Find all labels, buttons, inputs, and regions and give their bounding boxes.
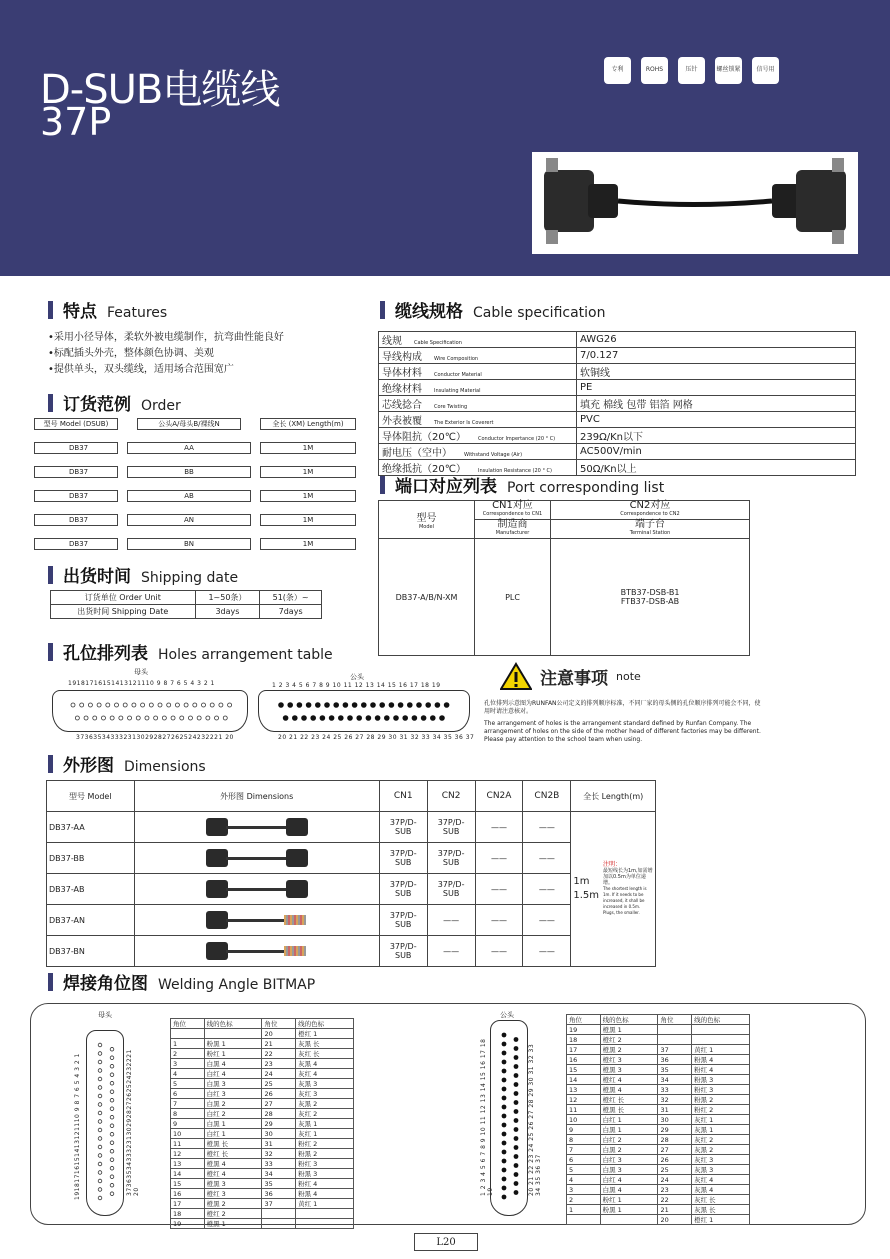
pin [98, 1111, 102, 1115]
pin [98, 1145, 102, 1149]
pin [416, 702, 422, 708]
pin [136, 716, 140, 720]
welding-row: 7 白黑 2 27 灰黑 2 [171, 1099, 354, 1109]
pin [98, 1154, 102, 1158]
pin [502, 1096, 507, 1101]
welding-row: 18 橙红 2 [567, 1035, 750, 1045]
pin [98, 1069, 102, 1073]
pin [514, 1055, 519, 1060]
pin [110, 1073, 114, 1077]
pin [514, 1136, 519, 1141]
pin [110, 1115, 114, 1119]
pin [228, 703, 232, 707]
pin [502, 1141, 507, 1146]
page-number: L20 [414, 1233, 478, 1251]
pin [180, 716, 184, 720]
features-list [48, 330, 284, 378]
pin [219, 703, 223, 707]
welding-row: 13 橙黑 4 33 粉红 3 [567, 1085, 750, 1095]
order-example [34, 418, 356, 562]
pin [84, 716, 88, 720]
pin [398, 702, 404, 708]
welding-row: 18 橙红 2 [171, 1209, 354, 1219]
dimensions-heading: 外形图 Dimensions [48, 751, 206, 776]
pin [106, 703, 110, 707]
port-model-value: DB37-A/B/N-XM [379, 539, 475, 656]
pin [333, 702, 339, 708]
shipping-heading: 出货时间 Shipping date [48, 562, 238, 587]
pin [502, 1105, 507, 1110]
pin [320, 715, 326, 721]
pin [306, 702, 312, 708]
pin [132, 703, 136, 707]
pin [101, 716, 105, 720]
welding-female-pins-icon [87, 1031, 125, 1217]
pin [98, 1043, 102, 1047]
cable-photo [532, 152, 858, 254]
welding-heading: 焊接角位图 Welding Angle BITMAP [48, 969, 315, 994]
welding-row: 5 白黑 3 25 灰黑 3 [171, 1079, 354, 1089]
welding-male-pins-icon [491, 1021, 529, 1217]
order-row: DB37 BN 1M [34, 538, 356, 550]
shipping-table: 订货单位 Order Unit 1~50条） 51(条）~ 出货时间 Shipping Date 3days 7days [50, 590, 322, 619]
pin [514, 1091, 519, 1096]
welding-row: 20 橙红 1 [171, 1029, 354, 1039]
features-heading: 特点 Features [48, 297, 167, 322]
pin [514, 1109, 519, 1114]
pin [110, 1064, 114, 1068]
welding-row: 17 橙黑 2 37 黄红 1 [567, 1045, 750, 1055]
pin [145, 716, 149, 720]
pin [356, 715, 362, 721]
pin [514, 1172, 519, 1177]
badge-row [604, 57, 779, 84]
welding-row: 3 白黑 4 23 灰黑 4 [171, 1059, 354, 1069]
pin [98, 1188, 102, 1192]
male-top-numbers: 1 2 3 4 5 6 7 8 9 10 11 12 13 14 15 16 17 18 19 [272, 682, 441, 689]
pin [110, 1124, 114, 1128]
welding-row: 3 白黑 4 23 灰黑 4 [567, 1185, 750, 1195]
pin [110, 1158, 114, 1162]
welding-row: 20 橙红 1 [567, 1215, 750, 1225]
pin [110, 1149, 114, 1153]
pin [502, 1069, 507, 1074]
welding-row: 13 橙黑 4 33 粉红 3 [171, 1159, 354, 1169]
welding-row: 10 白红 1 30 灰红 1 [567, 1115, 750, 1125]
pin [149, 703, 153, 707]
pin [514, 1100, 519, 1105]
port-table: 型号 Model CN1对应 Correspondence to CN1 CN2对应 Correspondence to CN2 制造商 Manufacturer 端子台 Terminal Station DB37-A/B/N-XM PLC BTB37-DSB-B1 FTB37-DSB-AB [378, 500, 750, 656]
pin [514, 1154, 519, 1159]
dimension-row: DB37-AN 37P/D-SUB —— —— —— [47, 905, 656, 936]
pin [98, 1171, 102, 1175]
pin [393, 715, 399, 721]
welding-female-table: 角位 线的色标 角位 线的色标 20 橙红 1 1 粉黑 1 21 灰黑 长 2 粉红 1 22 灰红 长 3 白黑 4 23 灰黑 4 4 白红 4 24 灰红 4 5 白黑 3 25 灰黑 3 6 白红 3 26 灰红 3 7 白黑 2 27 灰黑 2 8 白红 2 28 灰红 2 9 白黑 1 29 灰黑 1 10 白红 1 30 灰红 1 11 橙黑 长 31 粉红 2 12 橙红 长 32 粉黑 2 13 橙黑 4 33 粉红 3 14 橙红 4 34 粉黑 3 15 橙黑 3 35 粉红 4 16 橙红 3 36 粉黑 4 17 橙黑 2 37 黄红 1 18 橙红 2 19 橙黑 1 [170, 1018, 354, 1229]
pin [514, 1037, 519, 1042]
pin [315, 702, 321, 708]
pin [98, 1077, 102, 1081]
cable-spec-heading: 缆线规格 Cable specification [380, 297, 606, 322]
pin [158, 703, 162, 707]
spec-row: 外表被覆 The Exterior Is Coverert PVC [379, 412, 856, 428]
pin [98, 1120, 102, 1124]
spec-row: 芯线捻合 Core Twisting 填充 棉线 包带 铝箔 网格 [379, 396, 856, 412]
pin [98, 1137, 102, 1141]
welding-row: 2 粉红 1 22 灰红 长 [171, 1049, 354, 1059]
welding-row: 6 白红 3 26 灰红 3 [567, 1155, 750, 1165]
welding-female-connector [86, 1030, 124, 1216]
welding-row: 1 粉黑 1 21 灰黑 长 [567, 1205, 750, 1215]
screw-lock-badge: 螺丝锁紧 [715, 57, 742, 84]
spec-row: 耐电压（空中） Withstand Voltage (Air) AC500V/min [379, 444, 856, 460]
welding-row: 8 白红 2 28 灰红 2 [171, 1109, 354, 1119]
spec-row: 导体材料 Conductor Material 软铜线 [379, 364, 856, 380]
pin [502, 1078, 507, 1083]
pin [197, 716, 201, 720]
welding-row: 12 橙红 长 32 粉黑 2 [567, 1095, 750, 1105]
pin [402, 715, 408, 721]
welding-row: 4 白红 4 24 灰红 4 [567, 1175, 750, 1185]
welding-male-table: 角位 线的色标 角位 线的色标 19 橙黑 1 18 橙红 2 17 橙黑 2 37 黄红 1 16 橙红 3 36 粉黑 4 15 橙黑 3 35 粉红 4 14 橙红 4 34 粉黑 3 13 橙黑 4 33 粉红 3 12 橙红 长 32 粉黑 2 11 橙黑 长 31 粉红 2 10 白红 1 30 灰红 1 9 白黑 1 29 灰黑 1 8 白红 2 28 灰红 2 7 白黑 2 27 灰黑 2 6 白红 3 26 灰红 3 5 白黑 3 25 灰黑 3 4 白红 4 24 灰红 4 3 白黑 4 23 灰黑 4 2 粉红 1 22 灰红 长 1 粉黑 1 21 灰黑 长 20 橙红 1 [566, 1014, 750, 1225]
welding-row: 15 橙黑 3 35 粉红 4 [171, 1179, 354, 1189]
spec-row: 绝缘材料 Insulating Material PE [379, 380, 856, 396]
welding-row: 11 橙黑 长 31 粉红 2 [567, 1105, 750, 1115]
pin [435, 702, 441, 708]
pin [421, 715, 427, 721]
pin [93, 716, 97, 720]
pin [287, 702, 293, 708]
female-bottom-numbers: 3736353433323130292827262524232221 20 [76, 734, 234, 741]
pin [412, 715, 418, 721]
pin [128, 716, 132, 720]
order-row: DB37 AN 1M [34, 514, 356, 526]
welding-row: 9 白黑 1 29 灰黑 1 [567, 1125, 750, 1135]
spec-row: 导线构成 Wire Composition 7/0.127 [379, 348, 856, 364]
pin [98, 1052, 102, 1056]
pin [171, 716, 175, 720]
order-heading: 订货范例 Order [48, 390, 181, 415]
order-row: DB37 BB 1M [34, 466, 356, 478]
spec-row: 导体阻抗（20℃） Conductor Impertance (20 ° C) 239Ω/Kn以下 [379, 428, 856, 444]
pin [352, 702, 358, 708]
pin [384, 715, 390, 721]
welding-row: 11 橙黑 长 31 粉红 2 [171, 1139, 354, 1149]
pin [175, 703, 179, 707]
pin [98, 1094, 102, 1098]
pin [338, 715, 344, 721]
pin [361, 702, 367, 708]
pin [502, 1042, 507, 1047]
pin [98, 1179, 102, 1183]
welding-female-numbers-left: 19181716151413121110 9 8 7 6 5 4 3 2 1 [74, 1053, 81, 1200]
pin [184, 703, 188, 707]
pin [110, 1132, 114, 1136]
male-bottom-numbers: 20 21 22 23 24 25 26 27 28 29 30 31 32 33 34 35 36 37 [278, 734, 475, 741]
pin [329, 715, 335, 721]
spec-row: 绝缘抵抗（20℃） Insulation Resistance (20 ° C) 50Ω/Kn以上 [379, 460, 856, 476]
rohs-badge: ROHS [641, 57, 668, 84]
welding-female-label: 母头 [98, 1011, 112, 1019]
pin [110, 1047, 114, 1051]
pin [502, 1177, 507, 1182]
pin [444, 702, 450, 708]
pin [98, 1103, 102, 1107]
pin [366, 715, 372, 721]
pin [98, 1086, 102, 1090]
pin [514, 1163, 519, 1168]
pin [193, 703, 197, 707]
press-pin-badge: 压针 [678, 57, 705, 84]
pin [370, 702, 376, 708]
pin [119, 716, 123, 720]
pin [514, 1127, 519, 1132]
cable-drawing-icon [202, 847, 312, 869]
feature-item: •采用小径导体，柔软外被电缆制作，抗弯曲性能良好 [48, 332, 284, 343]
female-label: 母头 [134, 668, 148, 676]
pin [80, 703, 84, 707]
welding-row: 15 橙黑 3 35 粉红 4 [567, 1065, 750, 1075]
cable-photo-icon [532, 152, 858, 254]
pin [514, 1190, 519, 1195]
pin [98, 1162, 102, 1166]
pin [514, 1181, 519, 1186]
male-label: 公头 [350, 673, 364, 681]
pin [514, 1118, 519, 1123]
pin [110, 1141, 114, 1145]
pin [110, 1183, 114, 1187]
cable-drawing-icon [202, 878, 312, 900]
pin [514, 1145, 519, 1150]
pin [407, 702, 413, 708]
welding-row: 19 橙黑 1 [171, 1219, 354, 1229]
welding-row: 7 白黑 2 27 灰黑 2 [567, 1145, 750, 1155]
holes-heading: 孔位排列表 Holes arrangement table [48, 639, 333, 664]
pin [110, 1098, 114, 1102]
pin [167, 703, 171, 707]
pin [389, 702, 395, 708]
welding-male-numbers-left: 1 2 3 4 5 6 7 8 9 10 11 12 13 14 15 16 17 18 19 [480, 1038, 494, 1196]
pin [375, 715, 381, 721]
pin [514, 1073, 519, 1078]
pin [502, 1168, 507, 1173]
welding-row: 19 橙黑 1 [567, 1025, 750, 1035]
pin [514, 1082, 519, 1087]
male-connector [258, 690, 470, 732]
order-row: DB37 AB 1M [34, 490, 356, 502]
pin [110, 1056, 114, 1060]
warning-icon [500, 662, 532, 690]
pin [110, 1166, 114, 1170]
spec-row: 线规 Cable Specification AWG26 [379, 332, 856, 348]
dimension-row: DB37-AB 37P/D-SUB 37P/D-SUB —— —— [47, 874, 656, 905]
signal-badge: 信号用 [752, 57, 779, 84]
pin [502, 1051, 507, 1056]
welding-row: 10 白红 1 30 灰红 1 [171, 1129, 354, 1139]
pin [154, 716, 158, 720]
product-title: D-SUB电缆线 [40, 67, 280, 113]
welding-row: 16 橙红 3 36 粉黑 4 [171, 1189, 354, 1199]
cable-spec-table [378, 331, 856, 476]
pin [324, 702, 330, 708]
pin [502, 1132, 507, 1137]
female-connector [52, 690, 248, 732]
pin [162, 716, 166, 720]
welding-row: 6 白红 3 26 灰红 3 [171, 1089, 354, 1099]
pin [88, 703, 92, 707]
pin [110, 1192, 114, 1196]
order-header-length: 全长 (XM) Length(m) [260, 418, 356, 430]
pin [292, 715, 298, 721]
port-heading: 端口对应列表 Port corresponding list [380, 472, 664, 497]
pin [439, 715, 445, 721]
pin [502, 1123, 507, 1128]
pin [98, 1196, 102, 1200]
welding-row: 2 粉红 1 22 灰红 长 [567, 1195, 750, 1205]
pin [425, 702, 431, 708]
cable-drawing-icon [202, 940, 312, 962]
pin [502, 1060, 507, 1065]
dimensions-table: 型号 Model 外形图 Dimensions CN1 CN2 CN2A CN2B 全长 Length(m) DB37-AA 37P/D-SUB 37P/D-SUB —— —— 1m 1.5m 注明： 最短线长为1m,如需增加以0.5m为单位递增。 The shortest length is 1m. If it needs to be increased, it shall be increased in 0.5m. Plugs, the smaller. DB37-BB 37P/D-SUB 37P/D-SUB —— —— DB37-AB 37P/D-SUB 37P/D-SUB —— —— DB37-AN 37P/D-SUB —— —— —— DB37-BN 37P/D-SUB —— —— —— [46, 780, 656, 967]
header-banner [0, 0, 890, 276]
welding-row: 8 白红 2 28 灰红 2 [567, 1135, 750, 1145]
welding-row: 9 白黑 1 29 灰黑 1 [171, 1119, 354, 1129]
pin [379, 702, 385, 708]
dimension-row: DB37-AA 37P/D-SUB 37P/D-SUB —— —— 1m 1.5m 注明： 最短线长为1m,如需增加以0.5m为单位递增。 The shortest length is 1m. If it needs to be increased, it shall be increased in 0.5m. Plugs, the smaller. [47, 812, 656, 843]
port-mfr-value: PLC [475, 539, 551, 656]
male-pins-icon [259, 691, 471, 733]
welding-row: 16 橙红 3 36 粉黑 4 [567, 1055, 750, 1065]
pin [430, 715, 436, 721]
order-header-model: 型号 Model (DSUB) [34, 418, 118, 430]
pin [514, 1064, 519, 1069]
feature-item: •提供单头，双头缆线，适用场合范围宽广 [48, 364, 234, 375]
pin [115, 703, 119, 707]
pin [110, 1090, 114, 1094]
welding-row: 5 白黑 3 25 灰黑 3 [567, 1165, 750, 1175]
pin [141, 703, 145, 707]
welding-row: 17 橙黑 2 37 黄红 1 [171, 1199, 354, 1209]
pin [110, 1081, 114, 1085]
welding-male-label: 公头 [500, 1011, 514, 1019]
welding-row: 12 橙红 长 32 粉黑 2 [171, 1149, 354, 1159]
pin [98, 1128, 102, 1132]
welding-male-connector [490, 1020, 528, 1216]
pin [283, 715, 289, 721]
product-subtitle: 37P [40, 100, 112, 144]
pin [110, 1107, 114, 1111]
female-pins-icon [53, 691, 249, 733]
pin [502, 1195, 507, 1200]
pin [310, 715, 316, 721]
pin [123, 703, 127, 707]
pin [502, 1033, 507, 1038]
pin [98, 1060, 102, 1064]
note-heading: 注意事项 note [500, 662, 641, 690]
pin [188, 716, 192, 720]
pin [110, 1175, 114, 1179]
pin [297, 702, 303, 708]
patent-badge: 专利 [604, 57, 631, 84]
pin [502, 1150, 507, 1155]
pin [343, 702, 349, 708]
pin [502, 1087, 507, 1092]
pin [110, 716, 114, 720]
dimension-row: DB37-BB 37P/D-SUB 37P/D-SUB —— —— [47, 843, 656, 874]
cable-drawing-icon [202, 909, 312, 931]
pin [514, 1046, 519, 1051]
welding-row: 4 白红 4 24 灰红 4 [171, 1069, 354, 1079]
pin [215, 716, 219, 720]
pin [71, 703, 75, 707]
welding-female-numbers-right: 3736353433323130292827262524232221 20 [126, 1049, 140, 1196]
pin [278, 702, 284, 708]
pin [502, 1159, 507, 1164]
female-top-numbers: 19181716151413121110 9 8 7 6 5 4 3 2 1 [68, 680, 215, 687]
welding-male-numbers-right: 20 21 22 23 24 25 26 27 28 29 30 31 32 33 34 35 36 37 [528, 1043, 542, 1196]
feature-item: •标配插头外壳，整体颜色协调、美观 [48, 348, 214, 359]
welding-row: 1 粉黑 1 21 灰黑 长 [171, 1039, 354, 1049]
order-header-type: 公头A/母头B/裸线N [137, 418, 241, 430]
pin [206, 716, 210, 720]
pin [301, 715, 307, 721]
pin [502, 1186, 507, 1191]
dimension-row: DB37-BN 37P/D-SUB —— —— —— [47, 936, 656, 967]
pin [202, 703, 206, 707]
pin [75, 716, 79, 720]
note-text: 孔位排列示意图为RUNFAN公司定义的排列顺序标准，不同厂家的母头侧的孔位顺序排列可能会不同，使用时请注意核对。 The arrangement of holes is the arrangement standard defined by Runfan Company. The arrangement of holes on the side of the mother head of different factories may be different. Please pay attention to the school team when using. [484, 700, 761, 743]
pin [502, 1114, 507, 1119]
cable-drawing-icon [202, 816, 312, 838]
welding-row: 14 橙红 4 34 粉黑 3 [567, 1075, 750, 1085]
pin [223, 716, 227, 720]
order-row: DB37 AA 1M [34, 442, 356, 454]
welding-row: 14 橙红 4 34 粉黑 3 [171, 1169, 354, 1179]
pin [347, 715, 353, 721]
pin [97, 703, 101, 707]
pin [210, 703, 214, 707]
